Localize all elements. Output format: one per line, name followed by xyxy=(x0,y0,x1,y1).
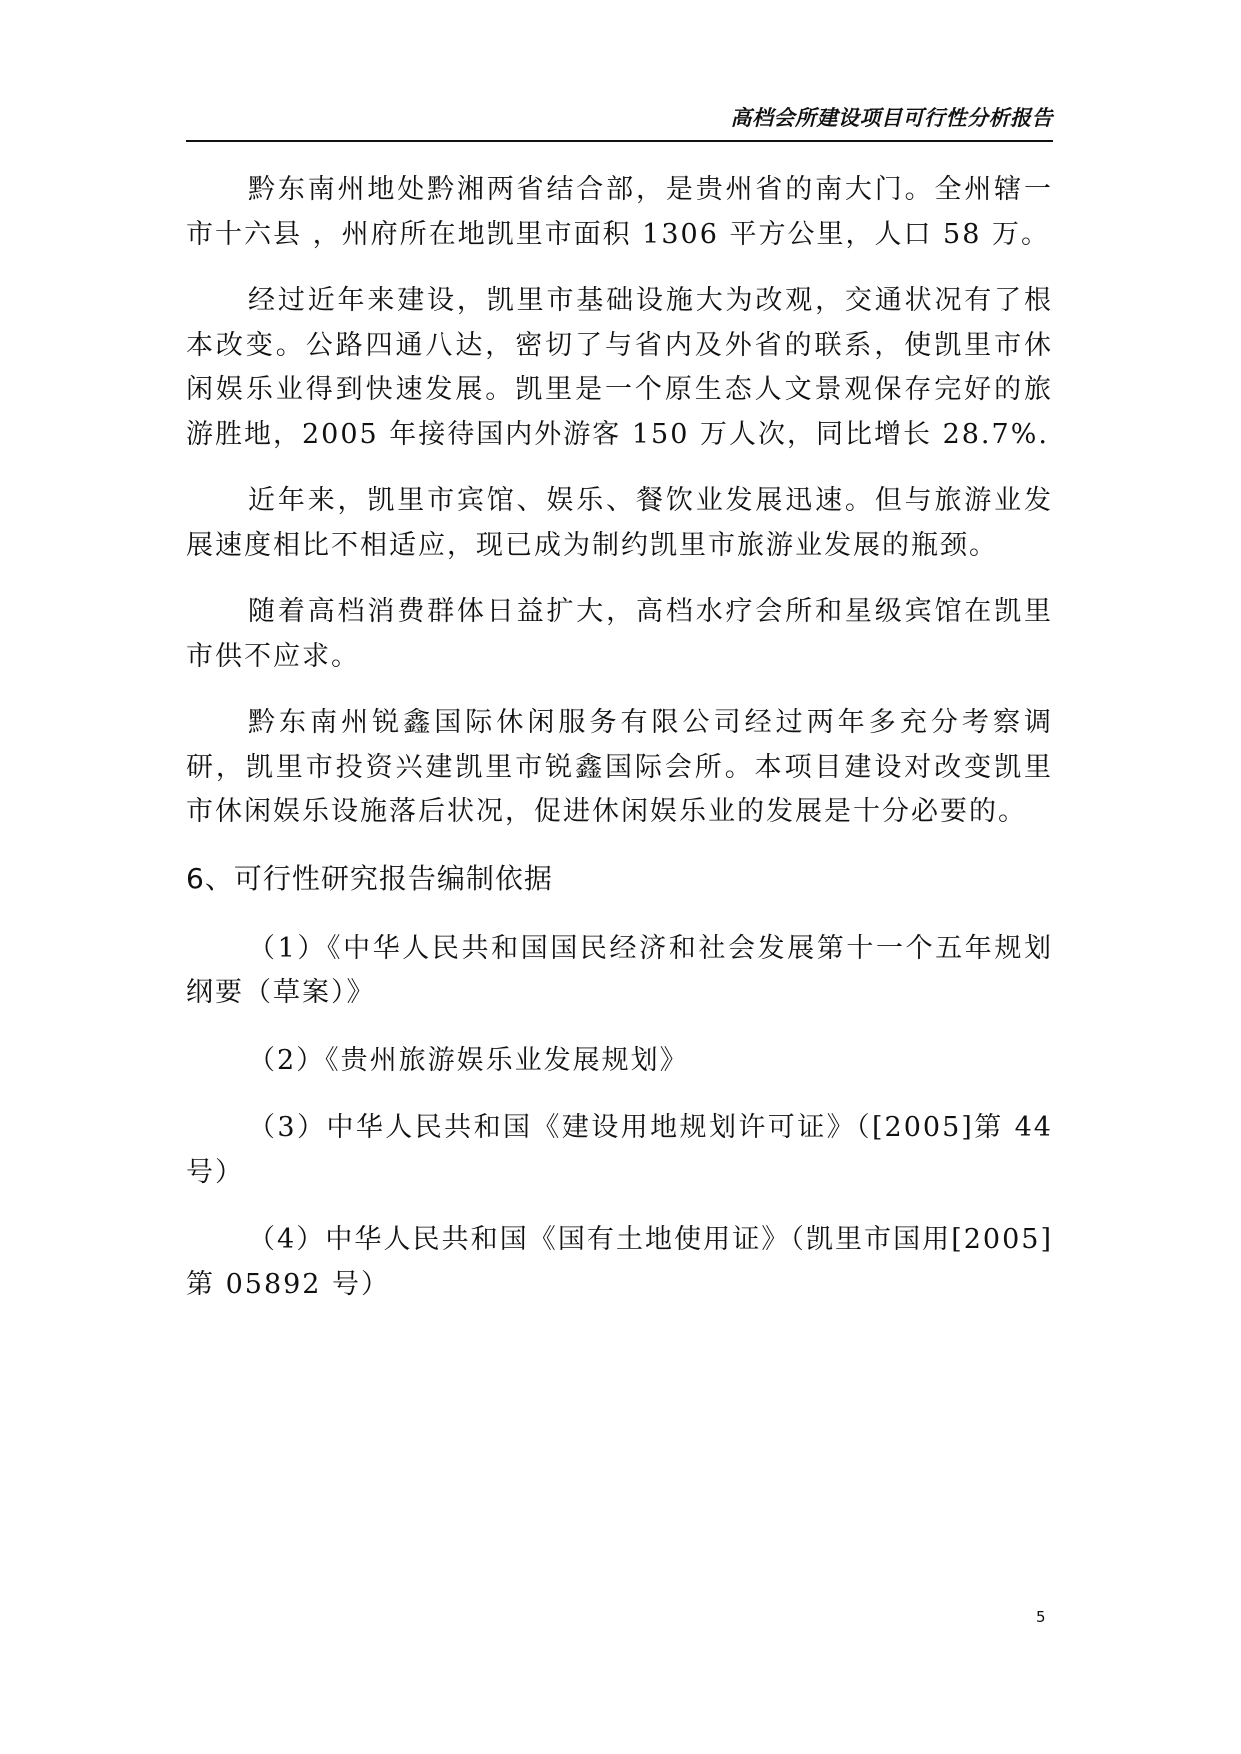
reference-item-4: （4）中华人民共和国《国有土地使用证》（凯里市国用[2005]第 05892 号） xyxy=(186,1224,1053,1300)
paragraph-project: 黔东南州锐鑫国际休闲服务有限公司经过两年多充分考察调研，凯里市投资兴建凯里市锐鑫国际会所。本项目建设对改变凯里市休闲娱乐设施落后状况，促进休闲娱乐业的发展是十分必要的。 xyxy=(186,707,1053,827)
paragraph-hospitality: 近年来，凯里市宾馆、娱乐、餐饮业发展迅速。但与旅游业发展速度相比不相适应，现已成为制约凯里市旅游业发展的瓶颈。 xyxy=(186,485,1053,561)
paragraph-demand: 随着高档消费群体日益扩大，高档水疗会所和星级宾馆在凯里市供不应求。 xyxy=(186,596,1053,672)
paragraph-location: 黔东南州地处黔湘两省结合部，是贵州省的南大门。全州辖一市十六县 ，州府所在地凯里市面积 1306 平方公里，人口 58 万。 xyxy=(186,174,1053,250)
reference-item-2: （2）《贵州旅游娱乐业发展规划》 xyxy=(248,1044,689,1076)
section-heading: 6、可行性研究报告编制依据 xyxy=(186,861,553,895)
reference-item-3: （3）中华人民共和国《建设用地规划许可证》（[2005]第 44 号） xyxy=(186,1112,1053,1188)
document-body xyxy=(186,168,1053,1330)
paragraph-infrastructure: 经过近年来建设，凯里市基础设施大为改观，交通状况有了根本改变。公路四通八达，密切了与省内及外省的联系，使凯里市休闲娱乐业得到快速发展。凯里是一个原生态人文景观保存完好的旅游胜地，2005 年接待国内外游客 150 万人次，同比增长 28.7%. xyxy=(186,285,1053,450)
reference-item-1: （1）《中华人民共和国国民经济和社会发展第十一个五年规划纲要（草案）》 xyxy=(186,932,1053,1008)
page-header xyxy=(186,96,1053,142)
header-title: 高档会所建设项目可行性分析报告 xyxy=(730,106,1053,130)
page-number: 5 xyxy=(1036,1608,1046,1626)
